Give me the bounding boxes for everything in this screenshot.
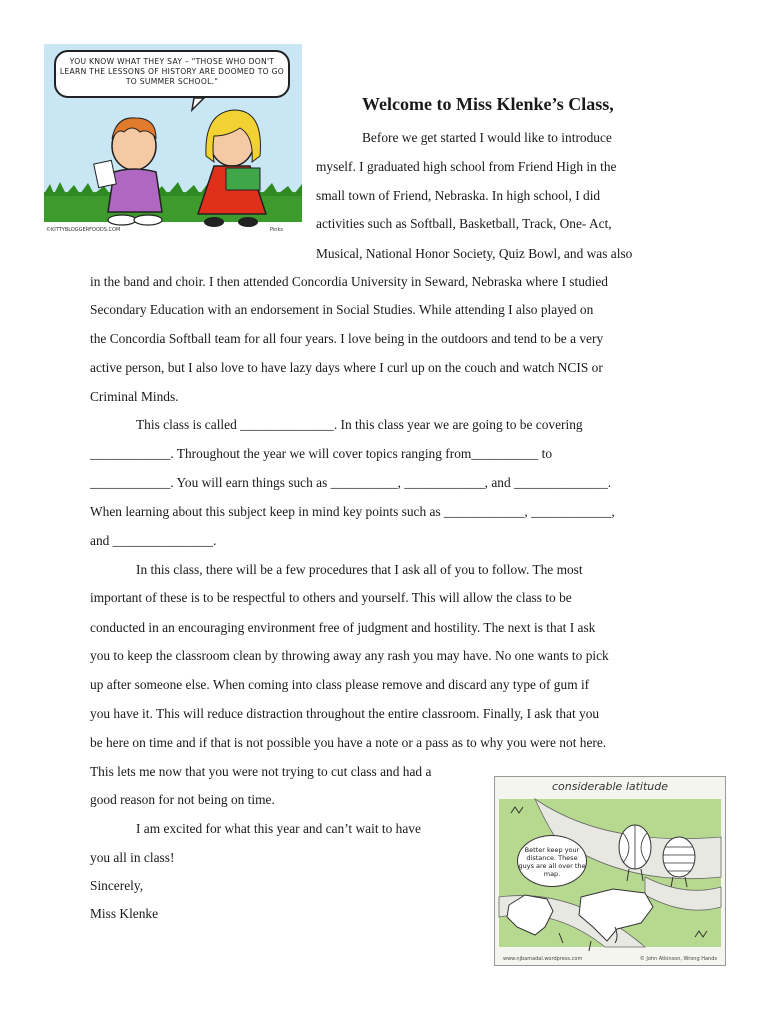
body-line: be here on time and if that is not possible you have a note or a pass as to why you were not here. [90, 735, 607, 750]
body-line: you all in class! [90, 850, 175, 865]
cartoon-site: www.njbamadal.wordpress.com [503, 956, 583, 962]
cartoon-considerable-latitude [494, 776, 726, 966]
body-line: small town of Friend, Nebraska. In high school, I did [316, 188, 601, 203]
body-line: In this class, there will be a few procedures that I ask all of you to follow. The most [136, 562, 583, 577]
cartoon-title: considerable latitude [551, 780, 669, 793]
body-line: activities such as Softball, Basketball, Track, One- Act, [316, 216, 612, 231]
body-line: Secondary Education with an endorsement in Social Studies. While attending I also played on [90, 302, 594, 317]
body-line: up after someone else. When coming into class please remove and discard any type of gum if [90, 677, 590, 692]
body-line: This lets me now that you were not trying to cut class and had a [90, 764, 432, 779]
cartoon-summer-school [44, 44, 302, 236]
body-line: I am excited for what this year and can’t wait to have [136, 821, 421, 836]
body-line: Musical, National Honor Society, Quiz Bowl, and was also [316, 246, 633, 261]
body-line: active person, but I also love to have lazy days where I curl up on the couch and watch NCIS or [90, 360, 603, 375]
body-line: myself. I graduated high school from Friend High in the [316, 159, 617, 174]
body-line: This class is called ______________. In this class year we are going to be covering [136, 417, 583, 432]
body-line: Miss Klenke [90, 906, 159, 921]
body-line: Criminal Minds. [90, 389, 179, 404]
cartoon-credit: © John Atkinson, Wrong Hands [639, 956, 717, 962]
body-line: you to keep the classroom clean by throwing away any rash you may have. No one wants to pick [90, 648, 609, 663]
speech-bubble: YOU KNOW WHAT THEY SAY – "THOSE WHO DON'T LEARN THE LESSONS OF HISTORY ARE DOOMED TO GO TO SUMMER SCHOOL." [54, 50, 290, 98]
body-line: in the band and choir. I then attended Concordia University in Seward, Nebraska where I studied [90, 274, 608, 289]
letter-title: Welcome to Miss Klenke’s Class, [362, 94, 614, 114]
body-line: the Concordia Softball team for all four years. I love being in the outdoors and tend to be a very [90, 331, 604, 346]
body-line: ____________. You will earn things such as __________, ____________, and ______________. [90, 475, 612, 490]
body-line: Sincerely, [90, 878, 144, 893]
body-line: ____________. Throughout the year we will cover topics ranging from__________ to [90, 446, 553, 461]
cartoon-speech-bubble: Better keep your distance. These guys are all over the map. [517, 835, 587, 887]
body-line: conducted in an encouraging environment free of judgment and hostility. The next is that I ask [90, 620, 596, 635]
body-line: you have it. This will reduce distraction throughout the entire classroom. Finally, I ask that you [90, 706, 600, 721]
cartoon-credit: ©KITTYBLOGGERFOODS.COM [46, 227, 121, 233]
body-line: When learning about this subject keep in mind key points such as ____________, ____________, [90, 504, 615, 519]
body-line: important of these is to be respectful to others and yourself. This will allow the class to be [90, 590, 572, 605]
body-line: Before we get started I would like to introduce [362, 130, 612, 145]
cartoon-kids-illustration [44, 44, 302, 236]
cartoon-signature: Pinks [270, 227, 283, 233]
body-line: good reason for not being on time. [90, 792, 275, 807]
body-line: and _______________. [90, 533, 217, 548]
